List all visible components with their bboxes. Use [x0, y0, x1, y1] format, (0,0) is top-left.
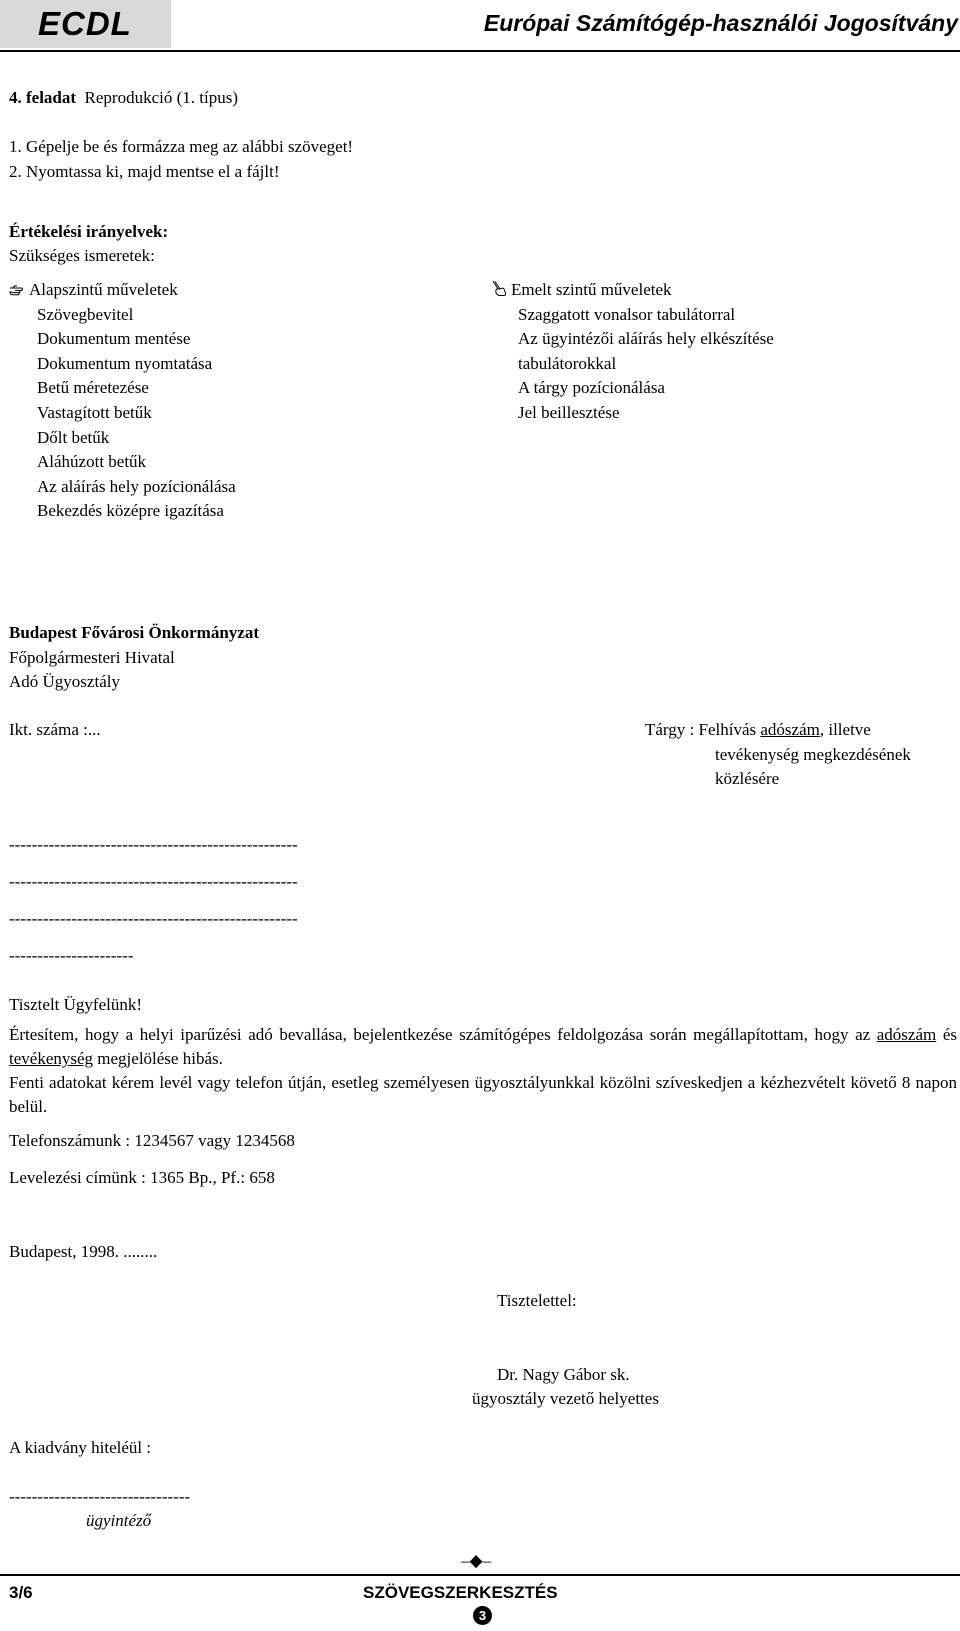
- signature-line: --------------------------------: [9, 1487, 191, 1506]
- task-step-2: 2. Nyomtassa ki, majd mentse el a fájlt!: [9, 162, 280, 181]
- footer-rule: [0, 1574, 960, 1576]
- advanced-item: Az ügyintézői aláírás hely elkészítése: [518, 329, 774, 349]
- subject-line-2: tevékenység megkezdésének: [715, 745, 911, 764]
- pointing-hand-icon: [9, 278, 29, 303]
- ecdl-logo: ECDL: [38, 5, 132, 42]
- subject-text-1: Felhívás: [698, 720, 757, 739]
- basic-item: Dokumentum nyomtatása: [37, 353, 213, 373]
- evaluation-heading: Értékelési irányelvek:: [9, 222, 169, 241]
- letter-address: Levelezési címünk : 1365 Bp., Pf.: 658: [9, 1168, 275, 1187]
- letter-paragraph-2: Fenti adatokat kérem levél vagy telefon útján, esetleg személyesen ügyosztályunkkal közölni szíveskedjen a kézhezvételt követő 8 napon belül.: [9, 1073, 957, 1116]
- evaluation-subheading: Szükséges ismeretek:: [9, 246, 155, 265]
- dash-line-1: ---------------------------------------------------: [9, 835, 298, 854]
- dash-line-3: ---------------------------------------------------: [9, 909, 298, 928]
- header-title: Európai Számítógép-használói Jogosítvány: [483, 10, 958, 36]
- letter-department: Adó Ügyosztály: [9, 672, 120, 691]
- signer-title: ügyosztály vezető helyettes: [472, 1389, 659, 1408]
- number-badge: 3: [473, 1606, 492, 1625]
- writing-hand-icon: [491, 278, 511, 303]
- advanced-operations-title: Emelt szintű műveletek: [491, 278, 774, 303]
- advanced-item: A tárgy pozícionálása: [518, 378, 665, 398]
- subject-underlined: adószám: [760, 720, 820, 739]
- basic-item: Bekezdés középre igazítása: [37, 501, 224, 521]
- letter-paragraph-1: Értesítem, hogy a helyi iparűzési adó bevallása, bejelentkezése számítógépes feldolgozása során megállapítottam, hogy az adószám és tevékenység megjelölése hibás.: [9, 1025, 958, 1068]
- letter-office: Főpolgármesteri Hivatal: [9, 648, 175, 667]
- subject-label: Tárgy :: [645, 720, 695, 739]
- certified-label: A kiadvány hiteléül :: [9, 1438, 152, 1457]
- subject-line-3: közlésére: [715, 769, 780, 788]
- basic-item: Aláhúzott betűk: [37, 452, 147, 472]
- underlined-word: adószám: [876, 1025, 937, 1044]
- letter-body: [9, 1023, 957, 1119]
- letter-place-date: Budapest, 1998. ........: [9, 1242, 158, 1261]
- letter-reference: Ikt. száma :...: [9, 720, 101, 739]
- logo-box: [0, 0, 171, 48]
- letter-org: Budapest Fővárosi Önkormányzat: [9, 623, 259, 642]
- basic-item: Dokumentum mentése: [37, 329, 191, 349]
- footer-page-number: 3/6: [9, 1583, 33, 1602]
- advanced-item: Jel beillesztése: [518, 402, 620, 422]
- task-number: 4. feladat: [9, 88, 77, 107]
- header-rule: [0, 50, 960, 52]
- basic-operations-title: Alapszintű műveletek: [9, 278, 236, 303]
- advanced-item: Szaggatott vonalsor tabulátorral: [518, 304, 736, 324]
- subject-text-2: , illetve: [819, 720, 871, 739]
- task-heading: [9, 86, 238, 110]
- footer-ornament: –◆–: [461, 1551, 492, 1570]
- letter-subject: [645, 718, 871, 742]
- basic-item: Betű méretezése: [37, 378, 149, 398]
- underlined-word: tevékenység: [9, 1049, 94, 1068]
- task-step-1: 1. Gépelje be és formázza meg az alábbi szöveget!: [9, 137, 354, 156]
- letter-phone: Telefonszámunk : 1234567 vagy 1234568: [9, 1131, 295, 1150]
- clerk-label: ügyintéző: [86, 1511, 152, 1530]
- task-name: Reprodukció (1. típus): [84, 88, 238, 107]
- signer-name: Dr. Nagy Gábor sk.: [497, 1365, 630, 1384]
- letter-greeting: Tisztelt Ügyfelünk!: [9, 995, 143, 1014]
- basic-item: Dőlt betűk: [37, 427, 110, 447]
- basic-operations-list: [9, 278, 236, 524]
- dash-line-4: ----------------------: [9, 946, 134, 965]
- basic-item: Vastagított betűk: [37, 402, 152, 422]
- advanced-item: tabulátorokkal: [518, 353, 617, 373]
- footer-section: SZÖVEGSZERKESZTÉS: [363, 1583, 558, 1602]
- basic-item: Szövegbevitel: [37, 304, 134, 324]
- letter-closing: Tisztelettel:: [497, 1291, 577, 1310]
- advanced-operations-list: [491, 278, 774, 426]
- basic-item: Az aláírás hely pozícionálása: [37, 476, 236, 496]
- dash-line-2: ---------------------------------------------------: [9, 872, 298, 891]
